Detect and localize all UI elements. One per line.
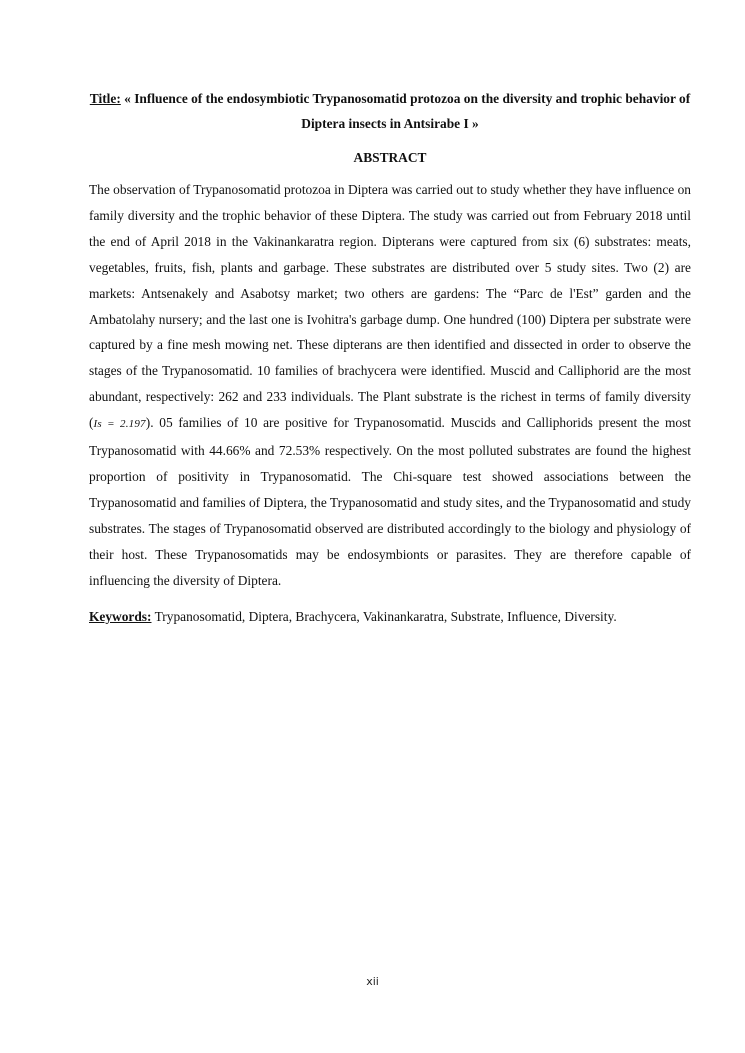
diversity-index-formula: Is = 2.197	[93, 418, 146, 431]
keywords-label: Keywords:	[89, 608, 152, 624]
keywords-line	[89, 607, 691, 627]
abstract-text-part2: ). 05 families of 10 are positive for Trypanosomatid. Muscids and Calliphorids present the most Trypanosomatid with 44.66% and 72.53% respectively. On the most polluted substrates are found the highest proportion of positivity in Trypanosomatid. The Chi-square test showed associations between the Trypanosomatid and families of Diptera, the Trypanosomatid and study sites, and the Trypanosomatid and study substrates. The stages of Trypanosomatid observed are distributed accordingly to the biology and physiology of their host. These Trypanosomatids may be endosymbionts or parasites. They are therefore capable of influencing the diversity of Diptera.	[89, 415, 691, 588]
page-number: xii	[366, 975, 379, 988]
title-text: « Influence of the endosymbiotic Trypanosomatid protozoa on the diversity and trophic behavior of Diptera insects in Antsirabe I »	[124, 91, 691, 131]
document-page	[89, 86, 691, 627]
abstract-body	[89, 177, 691, 594]
abstract-text-part1: The observation of Trypanosomatid protozoa in Diptera was carried out to study whether they have influence on family diversity and the trophic behavior of these Diptera. The study was carried out from February 2018 until the end of April 2018 in the Vakinankaratra region. Dipterans were captured from six (6) substrates: meats, vegetables, fruits, fish, plants and garbage. These substrates are distributed over 5 study sites. Two (2) are markets: Antsenakely and Asabotsy market; two others are gardens: The “Parc de l'Est” garden and the Ambatolahy nursery; and the last one is Ivohitra's garbage dump. One hundred (100) Diptera per substrate were captured by a fine mesh mowing net. These dipterans are then identified and dissected in order to observe the stages of the Trypanosomatid. 10 families of brachycera were identified. Muscid and Calliphorid are the most abundant, respectively: 262 and 233 individuals. The Plant substrate is the richest in terms of family diversity (	[89, 182, 691, 431]
title-label: Title:	[89, 91, 121, 106]
document-title	[89, 86, 691, 136]
abstract-heading: ABSTRACT	[353, 150, 427, 165]
keywords-text: Trypanosomatid, Diptera, Brachycera, Vakinankaratra, Substrate, Influence, Diversity.	[154, 608, 617, 624]
